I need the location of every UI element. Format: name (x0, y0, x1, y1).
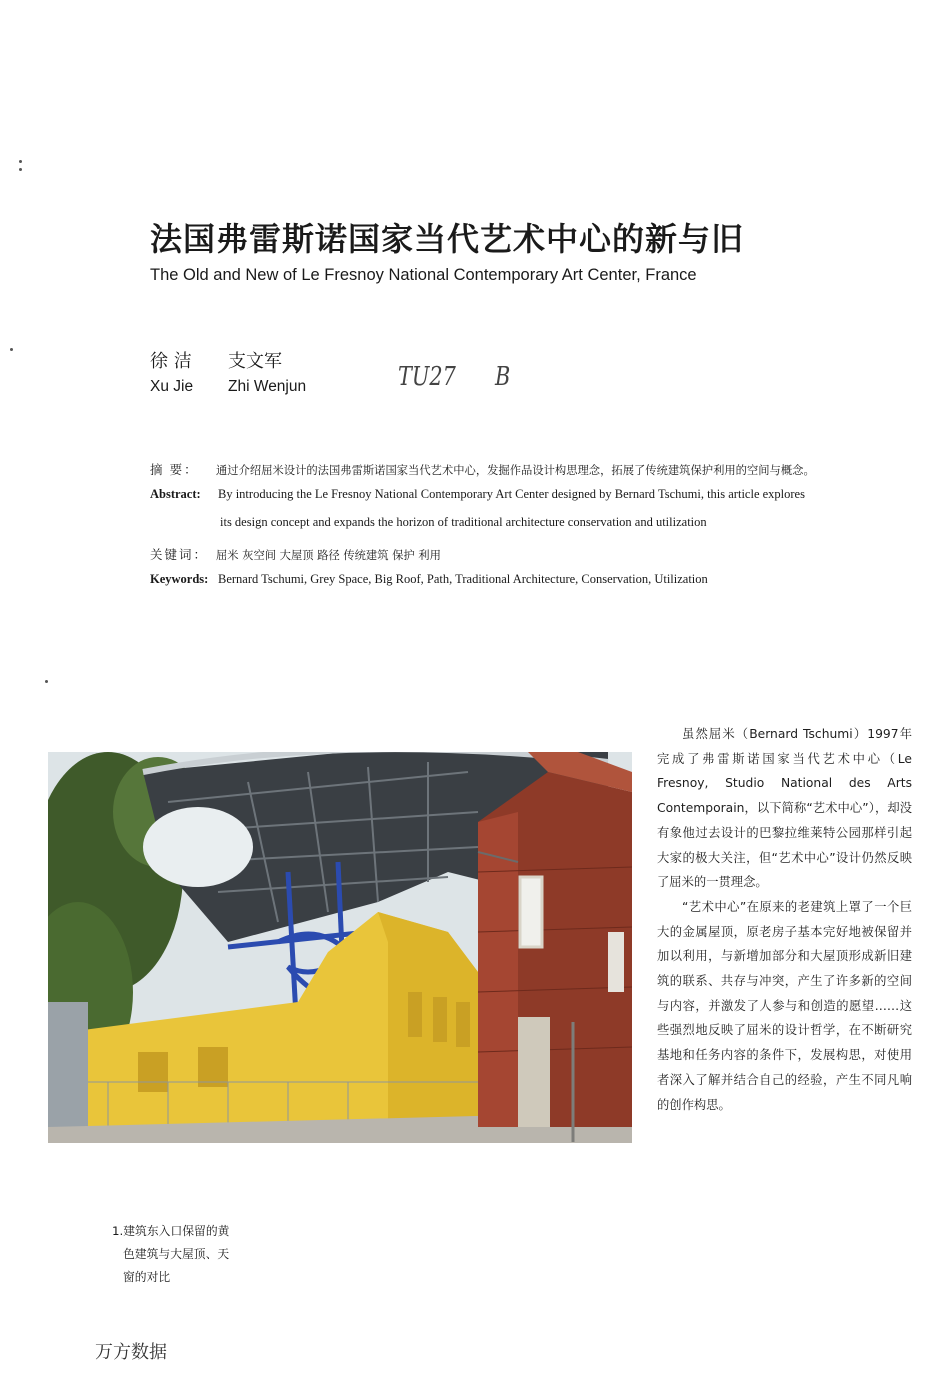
author-1-en: Xu Jie (150, 378, 194, 395)
scan-speck (45, 680, 48, 683)
keywords-en-row (150, 572, 708, 587)
caption-line-2: 色建筑与大屋顶、天 (123, 1247, 230, 1261)
handwritten-mark: B (495, 362, 511, 392)
figure-caption (112, 1220, 247, 1289)
body-paragraph-1: 虽然屈米（Bernard Tschumi）1997年完成了弗雷斯诺国家当代艺术中心（Le Fresnoy, Studio National des Arts Contemporain，以下简称“艺术中心”），却没有象他过去设计的巴黎拉维莱特公园那样引起大家的极大关注，但“艺术中心”设计仍然反映了屈米的一贯理念。 (657, 727, 912, 890)
author-2-en: Zhi Wenjun (228, 378, 307, 395)
scan-speck (10, 348, 13, 351)
abstract-label-zh: 摘 要： (150, 463, 199, 477)
caption-line-1: 1.建筑东入口保留的黄 (112, 1224, 230, 1238)
article-title-en: The Old and New of Le Fresnoy National Contemporary Art Center, France (150, 266, 697, 284)
article-title-zh: 法国弗雷斯诺国家当代艺术中心的新与旧 (150, 220, 745, 258)
footer-brand: 万方数据 (95, 1342, 167, 1363)
scan-speck (19, 160, 22, 163)
scan-speck (19, 168, 22, 171)
caption-line-3: 窗的对比 (123, 1270, 171, 1284)
keywords-label-en: Keywords: (150, 572, 209, 586)
keywords-text-en: Bernard Tschumi, Grey Space, Big Roof, Path, Traditional Architecture, Conservation, Utilization (218, 572, 708, 586)
keywords-zh-row (150, 545, 441, 563)
handwritten-classification-code: TU27 (398, 362, 456, 392)
author-1-zh: 徐 洁 (150, 351, 192, 372)
abstract-label-en: Abstract: (150, 487, 201, 501)
body-text-column (657, 722, 912, 1117)
keywords-label-zh: 关键词： (150, 548, 209, 562)
abstract-zh-row (150, 460, 815, 478)
abstract-text-en-line1: By introducing the Le Fresnoy National Contemporary Art Center designed by Bernard Tschumi, this article explores (218, 487, 805, 501)
abstract-text-zh: 通过介绍屈米设计的法国弗雷斯诺国家当代艺术中心，发掘作品设计构思理念，拓展了传统建筑保护利用的空间与概念。 (216, 464, 815, 477)
author-2-zh: 支文军 (228, 351, 282, 372)
abstract-text-en-line2: its design concept and expands the horizon of traditional architecture conservation and utilization (220, 515, 707, 529)
abstract-en-row (150, 487, 805, 502)
keywords-text-zh: 屈米 灰空间 大屋顶 路径 传统建筑 保护 利用 (216, 549, 441, 562)
building-photo (48, 752, 632, 1143)
building-photo-illustration (48, 752, 632, 1143)
body-paragraph-2: “艺术中心”在原来的老建筑上罩了一个巨大的金属屋顶，原老房子基本完好地被保留并加以利用，与新增加部分和大屋顶形成新旧建筑的联系、共存与冲突，产生了许多新的空间与内容，并激发了人参与和创造的愿望……这些强烈地反映了屈米的设计哲学，在不断研究基地和任务内容的条件下，发展构思，对使用者深入了解并结合自己的经验，产生不同凡响的创作构思。 (657, 899, 912, 1112)
